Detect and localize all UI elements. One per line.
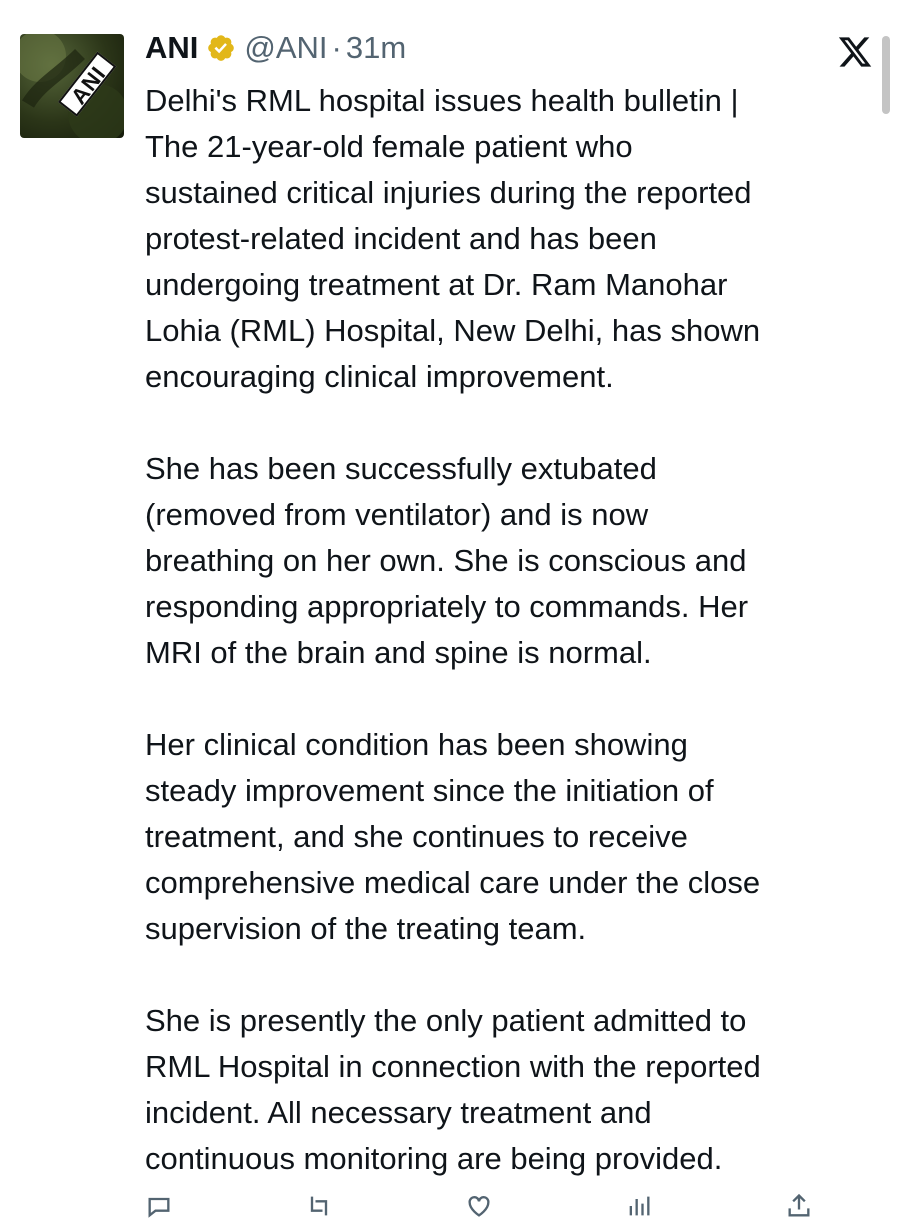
separator-dot: · xyxy=(331,30,342,65)
avatar-logo-text: ANI xyxy=(58,52,116,117)
reply-icon[interactable] xyxy=(145,1192,173,1220)
tweet-paragraph-3: Her clinical condition has been showing steady improvement since the initiation of treatment, and she continues to receive comprehensive medical care under the close supervision of the treating team. xyxy=(145,727,761,946)
tweet-header xyxy=(145,26,406,70)
views-icon[interactable] xyxy=(625,1192,653,1220)
tweet-body xyxy=(145,78,885,1228)
display-name[interactable]: ANI xyxy=(145,30,199,65)
like-icon[interactable] xyxy=(465,1192,493,1220)
verified-badge-icon[interactable] xyxy=(206,33,236,63)
tweet-paragraph-2: She has been successfully extubated (removed from ventilator) and is now breathing on her own. She is conscious and responding appropriately to commands. Her MRI of the brain and spine is normal. xyxy=(145,451,749,670)
avatar[interactable] xyxy=(20,34,124,138)
action-bar xyxy=(145,1186,845,1216)
tweet-paragraph-4: She is presently the only patient admitted to RML Hospital in connection with the reported incident. All necessary treatment and continuous monitoring are being provided. xyxy=(145,1003,761,1176)
x-logo-icon[interactable] xyxy=(836,34,874,70)
repost-icon[interactable] xyxy=(305,1192,333,1220)
timestamp[interactable]: 31m xyxy=(345,30,407,65)
user-handle[interactable]: @ANI xyxy=(244,30,328,65)
tweet-paragraph-1: Delhi's RML hospital issues health bulletin | The 21-year-old female patient who sustained critical injuries during the reported protest-related incident and has been undergoing treatment at Dr. Ram Manohar Lohia (RML) Hospital, New Delhi, has shown encouraging clinical improvement. xyxy=(145,83,761,394)
share-icon[interactable] xyxy=(785,1192,813,1220)
